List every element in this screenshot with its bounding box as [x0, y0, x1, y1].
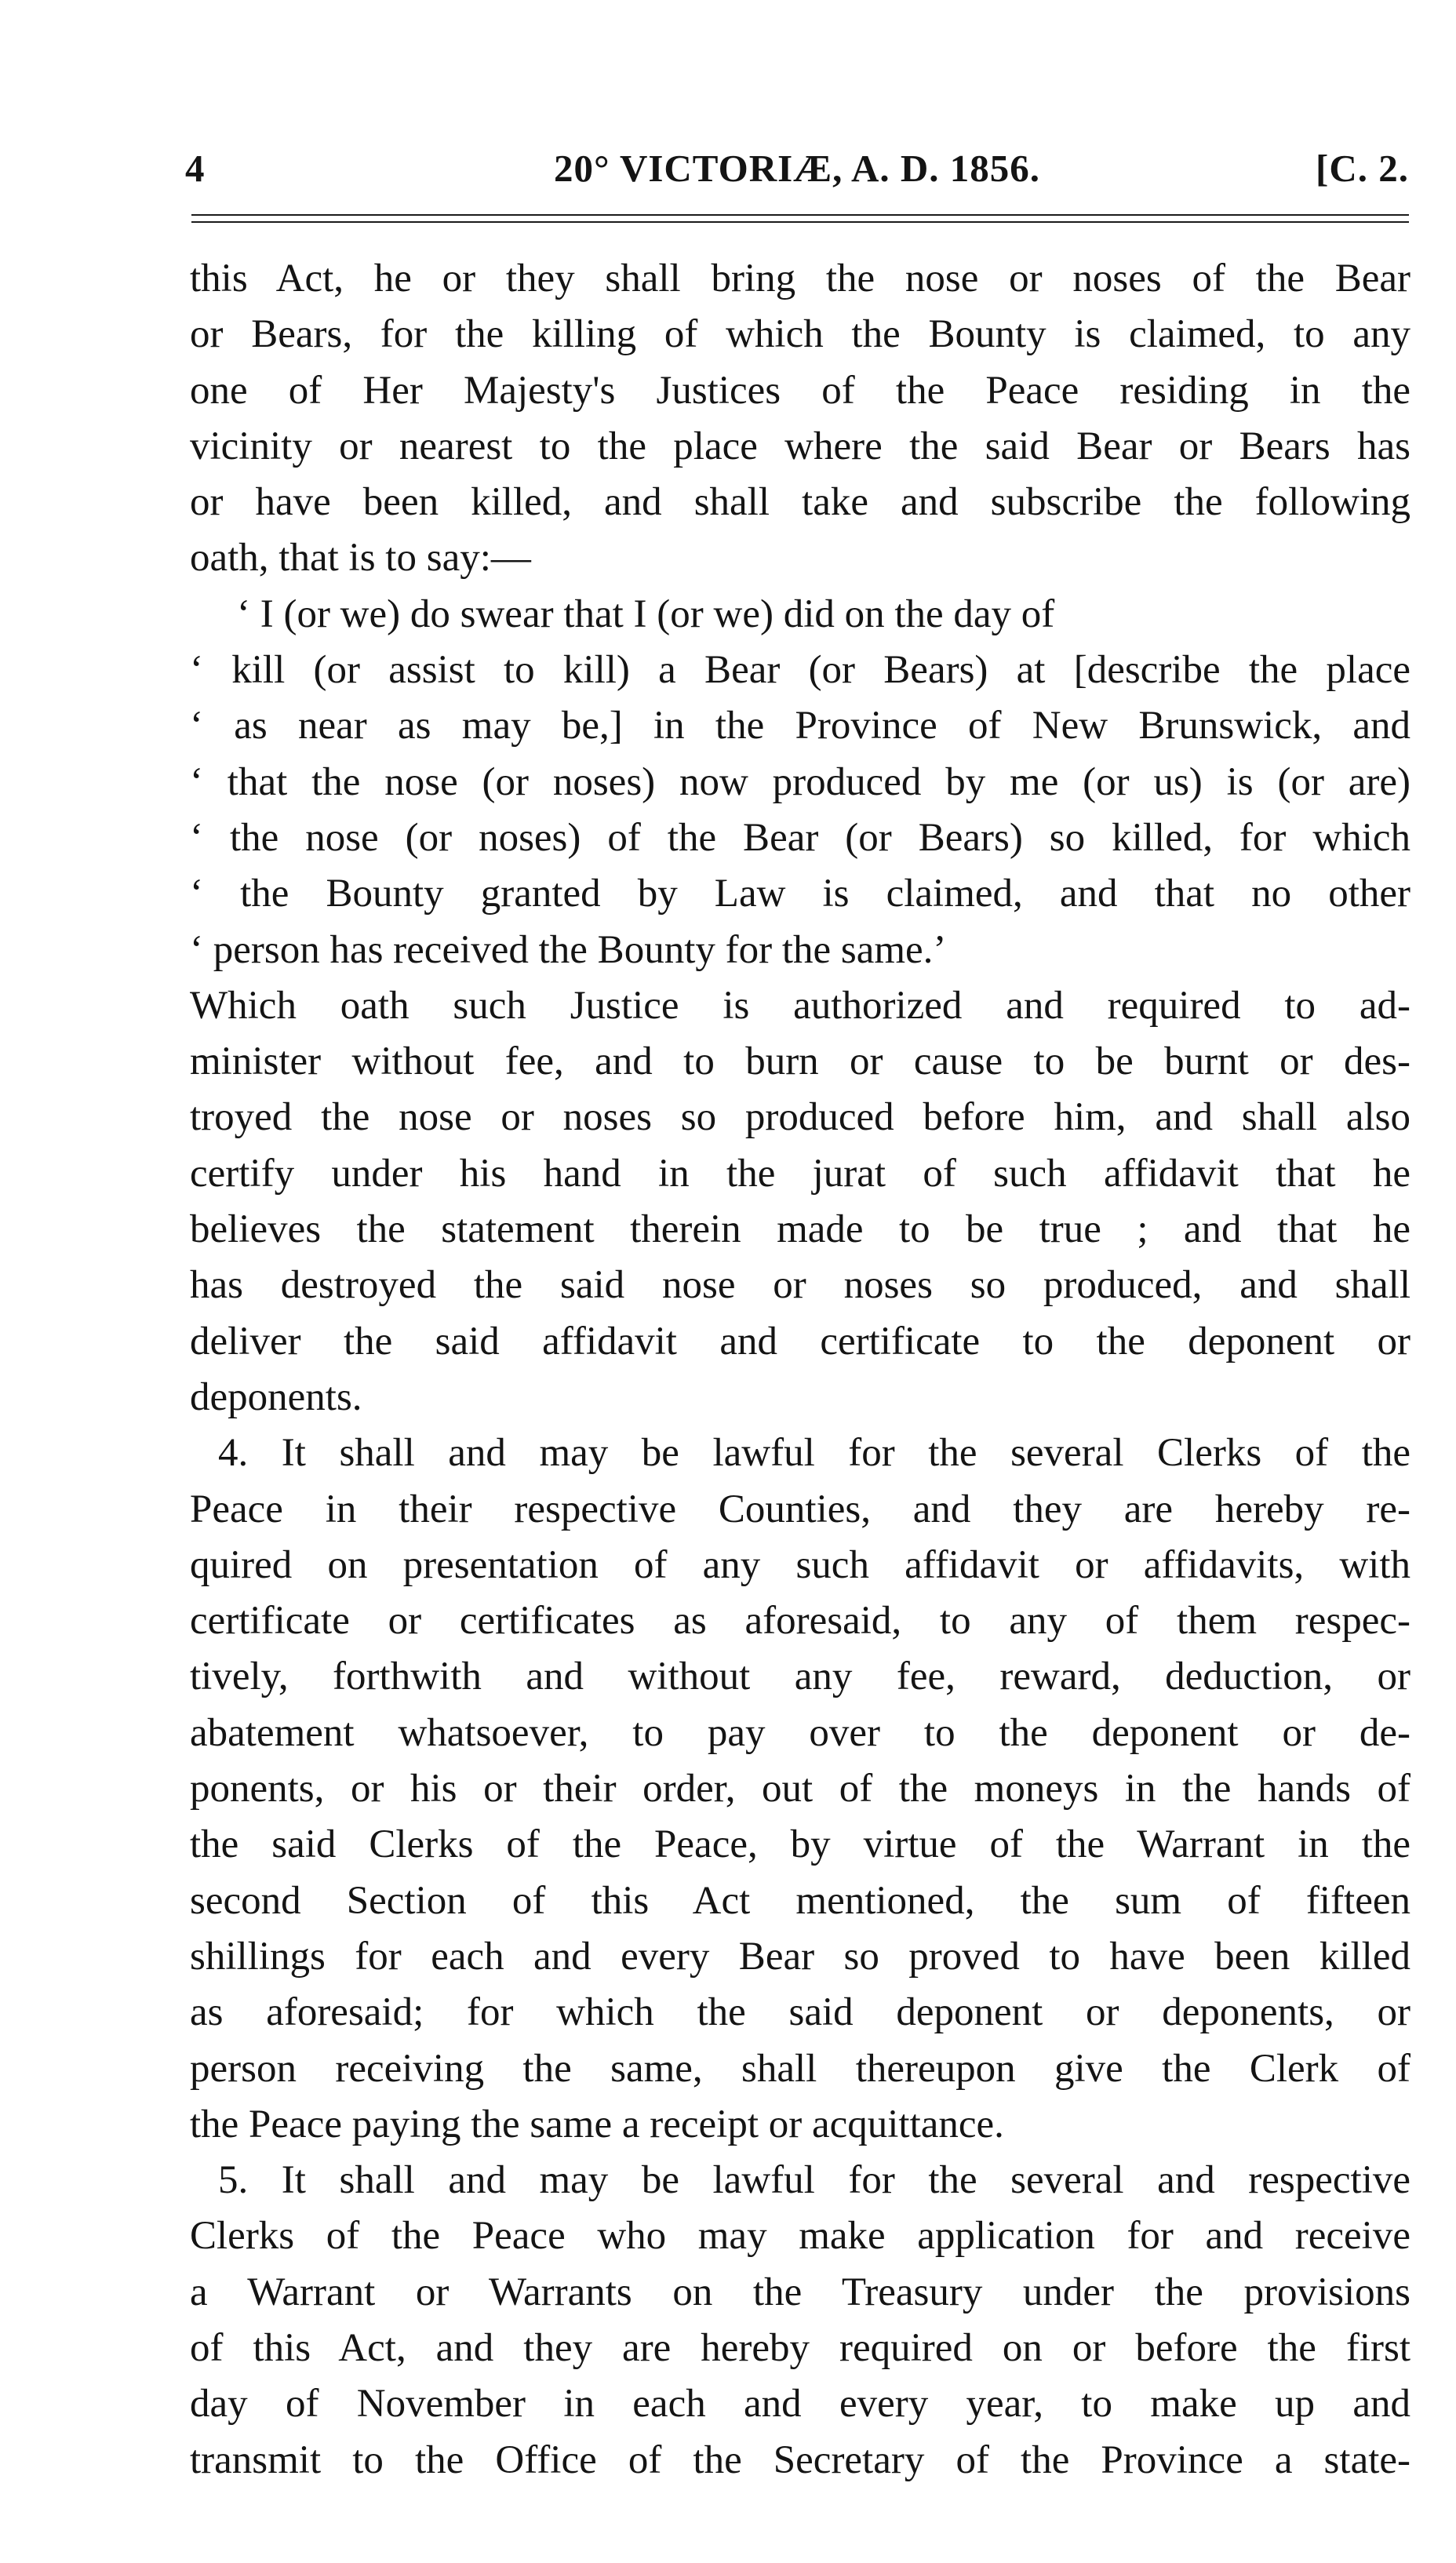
oath-line: ‘ person has received the Bounty for the same.’: [190, 927, 947, 972]
oath-line: ‘ I (or we) do swear that I (or we) did on the day of: [237, 592, 1055, 636]
text-line: vicinity or nearest to the place where the said Bear or Bears has: [190, 424, 1410, 468]
text-line: or Bears, for the killing of which the Bounty is claimed, to any: [190, 312, 1410, 357]
text-line: tively, forthwith and without any fee, reward, deduction, or: [190, 1655, 1410, 1699]
text-line: one of Her Majesty's Justices of the Peace residing in the: [190, 368, 1410, 413]
text-line: person receiving the same, shall thereupon give the Clerk of: [190, 2046, 1410, 2091]
body-text: [190, 251, 1410, 2488]
header-rule-top: [191, 214, 1409, 216]
text-line: deponents.: [190, 1374, 362, 1419]
text-line: shillings for each and every Bear so proved to have been killed: [190, 1934, 1410, 1979]
section-5-start: 5. It shall and may be lawful for the several and respective: [218, 2158, 1410, 2203]
oath-line: ‘ kill (or assist to kill) a Bear (or Bears) at [describe the place: [190, 648, 1410, 693]
text-line: Peace in their respective Counties, and they are hereby re-: [190, 1487, 1410, 1531]
text-line: this Act, he or they shall bring the nose or noses of the Bear: [190, 257, 1410, 300]
oath-line: ‘ the nose (or noses) of the Bear (or Bears) so killed, for which: [190, 815, 1410, 860]
oath-line: ‘ that the nose (or noses) now produced by me (or us) is (or are): [190, 759, 1410, 804]
text-line: as aforesaid; for which the said deponent or deponents, or: [190, 1990, 1410, 2035]
text-line: believes the statement therein made to be true ; and that he: [190, 1207, 1410, 1252]
text-line: Clerks of the Peace who may make application for and receive: [190, 2214, 1410, 2259]
text-line: oath, that is to say:—: [190, 536, 531, 581]
page-number: 4: [185, 147, 206, 190]
text-line: certify under his hand in the jurat of such affidavit that he: [190, 1151, 1410, 1196]
text-line: the said Clerks of the Peace, by virtue of the Warrant in the: [190, 1822, 1410, 1867]
text-line: of this Act, and they are hereby required on or before the first: [190, 2325, 1410, 2370]
text-line: quired on presentation of any such affidavit or affidavits, with: [190, 1542, 1410, 1587]
text-line: Which oath such Justice is authorized and required to ad-: [190, 983, 1410, 1028]
header-rule-bottom: [191, 221, 1409, 223]
text-line: abatement whatsoever, to pay over to the deponent or de-: [190, 1710, 1410, 1755]
text-line: second Section of this Act mentioned, the sum of fifteen: [190, 1878, 1410, 1923]
text-line: minister without fee, and to burn or cause to be burnt or des-: [190, 1039, 1410, 1084]
text-line: certificate or certificates as aforesaid, to any of them respec-: [190, 1599, 1410, 1644]
oath-line: ‘ the Bounty granted by Law is claimed, and that no other: [190, 872, 1410, 916]
oath-line: ‘ as near as may be,] in the Province of New Brunswick, and: [190, 704, 1410, 748]
text-line: or have been killed, and shall take and subscribe the following: [190, 480, 1410, 525]
section-4-start: 4. It shall and may be lawful for the several Clerks of the: [218, 1431, 1410, 1476]
text-line: ponents, or his or their order, out of the moneys in the hands of: [190, 1767, 1410, 1811]
text-line: has destroyed the said nose or noses so produced, and shall: [190, 1263, 1410, 1308]
text-line: deliver the said affidavit and certificate to the deponent or: [190, 1319, 1410, 1363]
text-line: a Warrant or Warrants on the Treasury under the provisions: [190, 2270, 1410, 2314]
text-line: the Peace paying the same a receipt or acquittance.: [190, 2102, 1004, 2146]
page-header: [185, 146, 1409, 201]
chapter-reference: [C. 2.: [1316, 147, 1409, 190]
running-title: 20° VICTORIÆ, A. D. 1856.: [554, 147, 1040, 190]
text-line: day of November in each and every year, to make up and: [190, 2382, 1410, 2426]
text-line: transmit to the Office of the Secretary of the Province a state-: [190, 2437, 1410, 2482]
text-line: troyed the nose or noses so produced before him, and shall also: [190, 1095, 1410, 1140]
